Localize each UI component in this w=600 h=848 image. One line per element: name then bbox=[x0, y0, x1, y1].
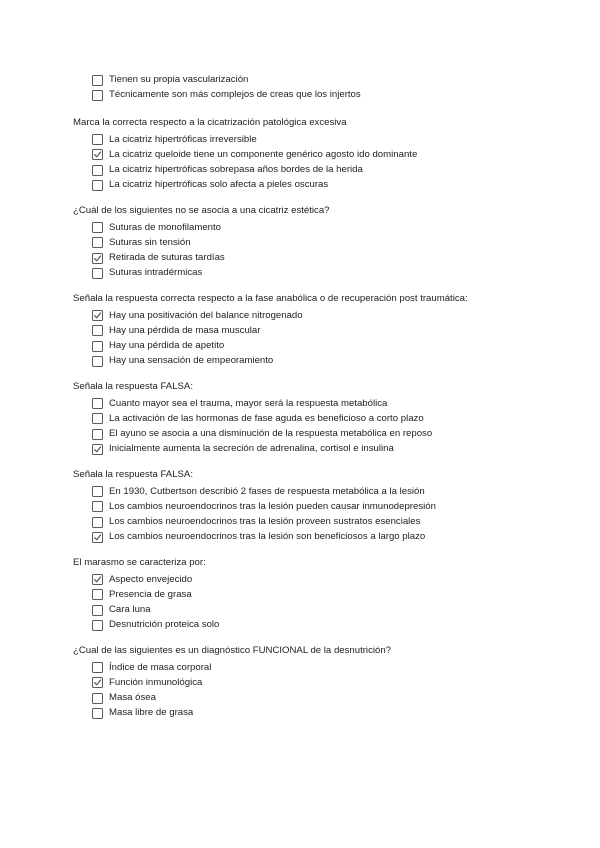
question-title: ¿Cual de las siguientes es un diagnóstico FUNCIONAL de la desnutrición? bbox=[73, 645, 392, 656]
answer-option[interactable] bbox=[73, 690, 573, 705]
answer-option[interactable] bbox=[73, 162, 573, 177]
empty-checkbox-icon[interactable] bbox=[92, 325, 103, 336]
answer-option-label: La cicatriz hipertróficas solo afecta a pieles oscuras bbox=[109, 179, 329, 191]
answer-option-label: Hay una positivación del balance nitrogenado bbox=[109, 309, 303, 321]
answer-option[interactable] bbox=[73, 617, 573, 632]
answer-option[interactable] bbox=[73, 529, 573, 544]
checked-checkbox-icon[interactable] bbox=[92, 310, 103, 321]
answer-option-label: Suturas sin tensión bbox=[109, 236, 191, 248]
empty-checkbox-icon[interactable] bbox=[92, 620, 103, 631]
answer-option-label: La activación de las hormonas de fase aguda es beneficioso a corto plazo bbox=[109, 412, 424, 424]
answer-option-label: Cuanto mayor sea el trauma, mayor será la respuesta metabólica bbox=[109, 397, 388, 409]
question-title: Señala la respuesta FALSA: bbox=[73, 469, 193, 480]
answer-option[interactable] bbox=[73, 132, 573, 147]
answer-option-label: La cicatriz queloide tiene un componente genérico agosto ido dominante bbox=[109, 148, 418, 160]
empty-checkbox-icon[interactable] bbox=[92, 662, 103, 673]
question-title: Señala la respuesta FALSA: bbox=[73, 381, 193, 392]
answer-option[interactable] bbox=[73, 587, 573, 602]
answer-option-label: Suturas intradérmicas bbox=[109, 267, 203, 279]
answer-option-label: Función inmunológica bbox=[109, 676, 203, 688]
answer-option-label: La cicatriz hipertróficas irreversible bbox=[109, 133, 257, 145]
question-title: Señala la respuesta correcta respecto a la fase anabólica o de recuperación post traumática: bbox=[73, 293, 468, 304]
checked-checkbox-icon[interactable] bbox=[92, 677, 103, 688]
question-block bbox=[73, 292, 573, 369]
question-title: El marasmo se caracteriza por: bbox=[73, 557, 206, 568]
empty-checkbox-icon[interactable] bbox=[92, 398, 103, 409]
answer-option-label: Masa ósea bbox=[109, 692, 156, 704]
empty-checkbox-icon[interactable] bbox=[92, 237, 103, 248]
answer-option-label: La cicatriz hipertróficas sobrepasa años bordes de la herida bbox=[109, 164, 363, 176]
answer-option-label: Los cambios neuroendocrinos tras la lesión son beneficiosos a largo plazo bbox=[109, 531, 426, 543]
answer-option-label: Hay una pérdida de masa muscular bbox=[109, 324, 261, 336]
empty-checkbox-icon[interactable] bbox=[92, 693, 103, 704]
answer-option-label: Suturas de monofilamento bbox=[109, 221, 221, 233]
empty-checkbox-icon[interactable] bbox=[92, 222, 103, 233]
empty-checkbox-icon[interactable] bbox=[92, 356, 103, 367]
checked-checkbox-icon[interactable] bbox=[92, 574, 103, 585]
question-title: Marca la correcta respecto a la cicatrización patológica excesiva bbox=[73, 117, 347, 128]
answer-option-label: Aspecto envejecido bbox=[109, 573, 193, 585]
empty-checkbox-icon[interactable] bbox=[92, 180, 103, 191]
empty-checkbox-icon[interactable] bbox=[92, 413, 103, 424]
answer-option[interactable] bbox=[73, 602, 573, 617]
answer-option[interactable] bbox=[73, 265, 573, 280]
answer-option[interactable] bbox=[73, 323, 573, 338]
checked-checkbox-icon[interactable] bbox=[92, 149, 103, 160]
question-block bbox=[73, 380, 573, 457]
answer-option[interactable] bbox=[73, 235, 573, 250]
answer-option[interactable] bbox=[73, 514, 573, 529]
empty-checkbox-icon[interactable] bbox=[92, 517, 103, 528]
empty-checkbox-icon[interactable] bbox=[92, 589, 103, 600]
answer-option[interactable] bbox=[73, 572, 573, 587]
answer-option[interactable] bbox=[73, 177, 573, 192]
answer-option[interactable] bbox=[73, 426, 573, 441]
empty-checkbox-icon[interactable] bbox=[92, 90, 103, 101]
answer-option[interactable] bbox=[73, 308, 573, 323]
answer-option-label: Técnicamente son más complejos de creas que los injertos bbox=[109, 89, 361, 101]
question-block bbox=[73, 116, 573, 193]
answer-option-label: Los cambios neuroendocrinos tras la lesión pueden causar inmunodepresión bbox=[109, 500, 436, 512]
answer-option-label: Masa libre de grasa bbox=[109, 707, 194, 719]
checked-checkbox-icon[interactable] bbox=[92, 444, 103, 455]
answer-option-label: Retirada de suturas tardías bbox=[109, 252, 225, 264]
question-block bbox=[73, 72, 573, 103]
answer-option-label: Los cambios neuroendocrinos tras la lesión proveen sustratos esenciales bbox=[109, 516, 421, 528]
answer-option-label: Desnutrición proteica solo bbox=[109, 619, 220, 631]
answer-option-label: Índice de masa corporal bbox=[109, 661, 212, 673]
answer-option-label: Hay una pérdida de apetito bbox=[109, 340, 225, 352]
empty-checkbox-icon[interactable] bbox=[92, 605, 103, 616]
checked-checkbox-icon[interactable] bbox=[92, 253, 103, 264]
question-block bbox=[73, 468, 573, 545]
empty-checkbox-icon[interactable] bbox=[92, 268, 103, 279]
answer-option[interactable] bbox=[73, 660, 573, 675]
question-title: ¿Cuál de los siguientes no se asocia a una cicatriz estética? bbox=[73, 205, 330, 216]
empty-checkbox-icon[interactable] bbox=[92, 501, 103, 512]
question-block bbox=[73, 556, 573, 633]
answer-option[interactable] bbox=[73, 87, 573, 102]
empty-checkbox-icon[interactable] bbox=[92, 486, 103, 497]
question-block bbox=[73, 644, 573, 721]
empty-checkbox-icon[interactable] bbox=[92, 165, 103, 176]
answer-option[interactable] bbox=[73, 484, 573, 499]
answer-option-label: Cara luna bbox=[109, 604, 151, 616]
answer-option[interactable] bbox=[73, 441, 573, 456]
question-block bbox=[73, 204, 573, 281]
checked-checkbox-icon[interactable] bbox=[92, 532, 103, 543]
answer-option-label: Tienen su propia vascularización bbox=[109, 74, 249, 85]
empty-checkbox-icon[interactable] bbox=[92, 429, 103, 440]
empty-checkbox-icon[interactable] bbox=[92, 75, 103, 86]
answer-option-label: Presencia de grasa bbox=[109, 588, 192, 600]
answer-option[interactable] bbox=[73, 705, 573, 720]
answer-option[interactable] bbox=[73, 220, 573, 235]
answer-option[interactable] bbox=[73, 499, 573, 514]
answer-option[interactable] bbox=[73, 147, 573, 162]
answer-option[interactable] bbox=[73, 396, 573, 411]
empty-checkbox-icon[interactable] bbox=[92, 341, 103, 352]
empty-checkbox-icon[interactable] bbox=[92, 134, 103, 145]
answer-option[interactable] bbox=[73, 338, 573, 353]
answer-option[interactable] bbox=[73, 411, 573, 426]
answer-option[interactable] bbox=[73, 675, 573, 690]
answer-option-label: Hay una sensación de empeoramiento bbox=[109, 355, 274, 367]
answer-option[interactable] bbox=[73, 72, 573, 87]
answer-option-label: En 1930, Cutbertson describió 2 fases de respuesta metabólica a la lesión bbox=[109, 485, 425, 497]
answer-option-label: Inicialmente aumenta la secreción de adrenalina, cortisol e insulina bbox=[109, 443, 394, 455]
answer-option-label: El ayuno se asocia a una disminución de la respuesta metabólica en reposo bbox=[109, 428, 433, 440]
empty-checkbox-icon[interactable] bbox=[92, 708, 103, 719]
answer-option[interactable] bbox=[73, 353, 573, 368]
answer-option[interactable] bbox=[73, 250, 573, 265]
